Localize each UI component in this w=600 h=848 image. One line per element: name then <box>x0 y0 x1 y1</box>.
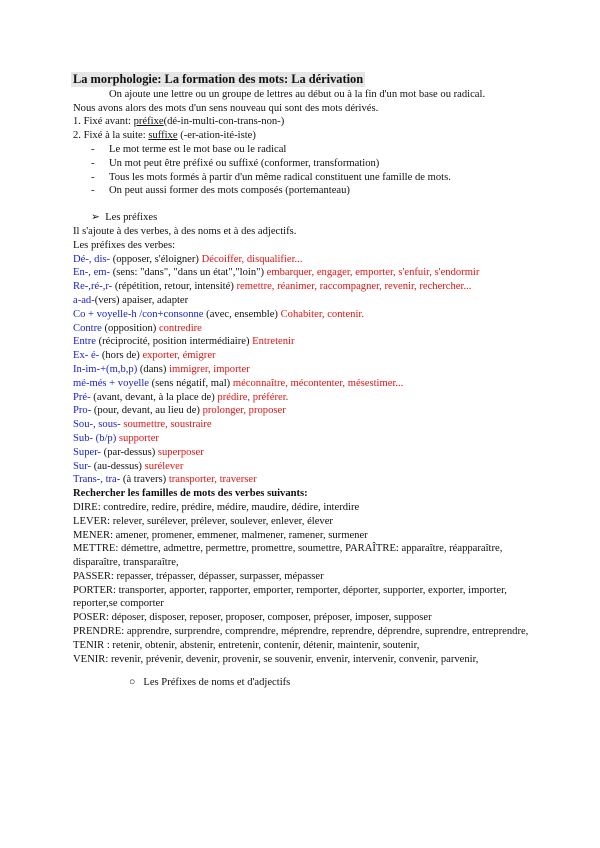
intro-item-2-prefix: 2. Fixé à la suite: <box>73 130 149 142</box>
family-row: PASSER: repasser, trépasser, dépasser, surpasser, mépasser <box>73 570 324 582</box>
family-list <box>73 501 533 667</box>
prefix-examples: superposer <box>157 446 204 458</box>
prefix-term: Super- <box>73 446 102 458</box>
intro-item-2 <box>73 129 533 143</box>
prefix-row <box>73 322 533 336</box>
prefix-examples: exporter, émigrer <box>142 350 216 362</box>
prefix-meaning: (répétition, retour, intensité) <box>112 281 237 293</box>
prefix-examples: embarquer, engager, emporter, s'enfuir, s'endormir <box>266 267 480 279</box>
prefix-meaning: (au-dessus) <box>91 460 145 472</box>
intro-item-2-rest: (-er-ation-ité-iste) <box>177 130 256 142</box>
prefix-row <box>73 335 533 349</box>
prefix-term: Sur- <box>73 460 92 472</box>
prefix-term: Ex- é- <box>73 350 100 362</box>
prefix-term: mé-més + voyelle <box>73 377 149 389</box>
prefix-term: Contre <box>73 322 102 334</box>
prefix-meaning: (réciprocité, position intermédiaire) <box>95 336 253 348</box>
prefix-list <box>73 253 533 488</box>
prefix-examples: prédire, préférer. <box>217 391 289 403</box>
prefix-examples: remettre, réanimer, raccompagner, revenir, rechercher... <box>236 281 472 293</box>
prefix-row <box>73 377 533 391</box>
dash-bullet: - <box>91 171 95 183</box>
family-row: METTRE: démettre, admettre, permettre, promettre, soumettre, PARAÎTRE: apparaître, réapparaître, disparaître, transparaître, <box>73 543 503 569</box>
prefix-examples: Décoiffer, disqualifier... <box>201 253 303 265</box>
family-row: VENIR: revenir, prévenir, devenir, provenir, se souvenir, envenir, intervenir, convenir, parvenir, <box>73 653 479 665</box>
intro-item-1-rest: (dé-in-multi-con-trans-non-) <box>163 116 285 128</box>
prefix-examples: supporter <box>118 432 159 444</box>
dash-bullet: - <box>91 157 95 169</box>
intro-item-1-term: préfixe <box>133 116 164 128</box>
section-prefixes-desc: Il s'ajoute à des verbes, à des noms et à des adjectifs. <box>73 225 297 237</box>
circle-bullet-icon: ○ <box>129 677 136 689</box>
prefix-meaning: (opposition) <box>101 322 159 334</box>
prefix-row <box>73 460 533 474</box>
prefix-row <box>73 418 533 432</box>
prefix-examples: soumettre, soustraire <box>123 419 212 431</box>
prefix-meaning: (vers) apaiser, adapter <box>94 294 189 306</box>
prefix-examples: prolonger, proposer <box>202 405 286 417</box>
prefix-meaning: (avant, devant, à la place de) <box>90 391 218 403</box>
family-row: TENIR : retenir, obtenir, abstenir, entretenir, contenir, détenir, maintenir, soutenir, <box>73 639 420 651</box>
prefix-meaning: (opposer, s'éloigner) <box>110 253 202 265</box>
prefix-examples: Cohabiter, contenir. <box>280 308 364 320</box>
prefix-term: Re-,ré-,r- <box>73 281 113 293</box>
prefix-row <box>73 294 533 308</box>
prefix-examples: méconnaître, mécontenter, mésestimer... <box>232 377 404 389</box>
family-row: PORTER: transporter, apporter, rapporter, emporter, remporter, déporter, supporter, exporter, importer, reporter,se comporter <box>73 584 507 610</box>
section-prefixes-heading: ➢ Les préfixes <box>91 212 158 224</box>
prefix-term: Trans-, tra- <box>73 474 121 486</box>
prefix-row <box>73 253 533 267</box>
prefix-row <box>73 473 533 487</box>
list-item: - On peut aussi former des mots composés (portemanteau) <box>91 185 350 197</box>
prefix-row <box>73 266 533 280</box>
prefix-examples: surélever <box>144 460 184 472</box>
section-nouns-heading: ○ Les Préfixes de noms et d'adjectifs <box>129 677 291 689</box>
prefix-meaning: (sens: "dans", "dans un état","loin") <box>110 267 267 279</box>
prefix-term: Dé-, dis- <box>73 253 111 265</box>
prefix-term: Pro- <box>73 405 92 417</box>
prefix-meaning: (sens négatif, mal) <box>149 377 233 389</box>
prefix-term: En-, em- <box>73 267 111 279</box>
intro-item-1 <box>73 115 533 129</box>
family-row: MENER: amener, promener, emmener, malmener, ramener, surmener <box>73 529 368 541</box>
prefix-examples: Entretenir <box>252 336 295 348</box>
family-row: POSER: déposer, disposer, reposer, proposer, composer, préposer, imposer, supposer <box>73 612 432 624</box>
intro-item-2-term: suffixe <box>148 130 178 142</box>
family-row: LEVER: relever, surélever, prélever, soulever, enlever, élever <box>73 515 333 527</box>
family-row: PRENDRE: apprendre, surprendre, comprendre, méprendre, reprendre, déprendre, suprendre, entreprendre, <box>73 626 529 638</box>
list-item: - Tous les mots formés à partir d'un même radical constituent une famille de mots. <box>91 171 451 183</box>
prefix-row <box>73 391 533 405</box>
prefix-examples: immigrer, importer <box>169 363 250 375</box>
prefix-examples: contredire <box>158 322 202 334</box>
prefix-row <box>73 432 533 446</box>
list-item: - Le mot terme est le mot base ou le radical <box>91 143 287 155</box>
list-item: - Un mot peut être préfixé ou suffixé (conformer, transformation) <box>91 157 380 169</box>
prefix-row <box>73 308 533 322</box>
prefix-meaning: (dans) <box>137 363 170 375</box>
prefix-meaning: (hors de) <box>99 350 143 362</box>
dash-bullet: - <box>91 143 95 155</box>
intro-item-1-prefix: 1. Fixé avant: <box>73 116 134 128</box>
prefix-term: Entre <box>73 336 96 348</box>
families-heading: Rechercher les familles de mots des verbes suivants: <box>73 488 308 500</box>
prefix-meaning: (par-dessus) <box>101 446 158 458</box>
prefix-meaning: (à travers) <box>120 474 169 486</box>
prefix-term: Pré- <box>73 391 91 403</box>
prefix-row <box>73 349 533 363</box>
document-page <box>73 72 533 690</box>
intro-line-2: Nous avons alors des mots d'un sens nouveau qui sont des mots dérivés. <box>73 102 379 114</box>
prefix-examples: transporter, traverser <box>168 474 257 486</box>
dash-bullet: - <box>91 185 95 197</box>
prefix-term: a-ad- <box>73 294 95 306</box>
prefix-meaning: (avec, ensemble) <box>203 308 281 320</box>
prefix-term: Sou-, sous- <box>73 419 121 431</box>
prefix-row <box>73 363 533 377</box>
intro-line-1: On ajoute une lettre ou un groupe de lettres au début ou à la fin d'un mot base ou radical. <box>109 88 486 100</box>
prefix-row <box>73 446 533 460</box>
prefix-term: Co + voyelle-h /con+consonne <box>73 308 204 320</box>
prefix-term: In-im-+(m,b,p) <box>73 363 138 375</box>
prefix-meaning: (pour, devant, au lieu de) <box>91 405 203 417</box>
prefix-row <box>73 404 533 418</box>
arrow-bullet-icon: ➢ <box>91 212 100 224</box>
section-prefixes-sub: Les préfixes des verbes: <box>73 239 176 251</box>
prefix-term: Sub- (b/p) <box>73 432 117 444</box>
document-title: La morphologie: La formation des mots: La dérivation <box>73 72 364 86</box>
family-row: DIRE: contredire, redire, prédire, médire, maudire, dédire, interdire <box>73 501 360 513</box>
prefix-row <box>73 280 533 294</box>
